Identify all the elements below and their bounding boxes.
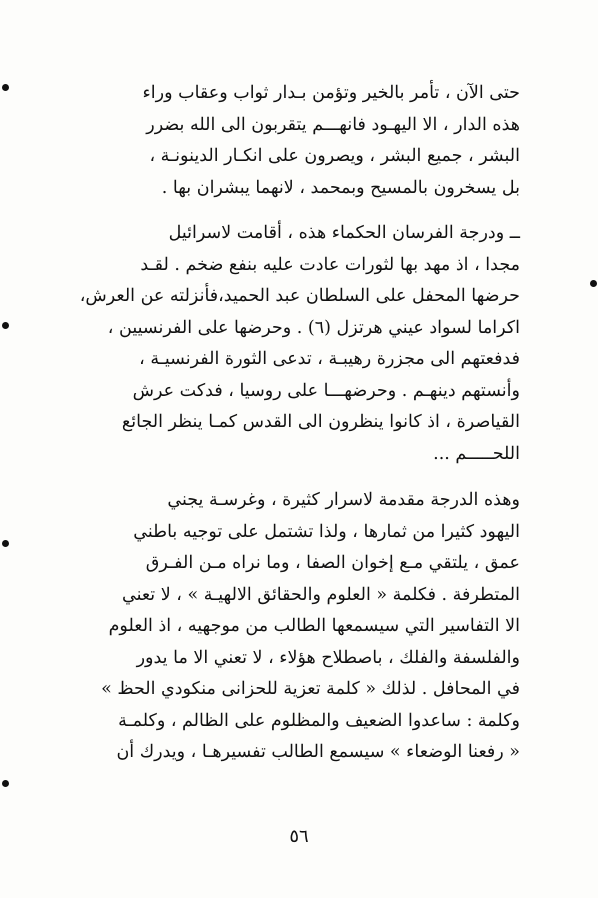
margin-mark: [590, 280, 597, 287]
text-line: في المحافل . لذلك « كلمة تعزية للحزانى منكودي الحظ »: [101, 679, 520, 699]
page-number: ٥٦: [289, 826, 309, 847]
text-line: حتى الآن ، تأمر بالخير وتؤمن بـدار ثواب وعقاب وراء: [142, 83, 520, 103]
text-line: هذه الدار ، الا اليهـود فانهـــم يتقربون الى الله بضرر: [146, 114, 520, 135]
text-line: المتطرفة . فكلمة « العلوم والحقائق الالهيـة » ، لا تعني: [121, 584, 520, 605]
text-line: البشر ، جميع البشر ، ويصرون على انكـار الدينونـة ،: [149, 146, 520, 166]
paragraph-2: [78, 218, 520, 470]
paragraph-body: [78, 485, 520, 769]
text-line: عمق ، يلتقي مـع إخوان الصفا ، وما نراه مـن الفـرق: [145, 553, 520, 573]
text-line: وأنستهم دينهـم . وحرضهـــا على روسيا ، فدكت عرش: [132, 380, 520, 401]
margin-mark: [2, 780, 9, 787]
text-line: وهذه الدرجة مقدمة لاسرار كثيرة ، وغرسـة يجني: [167, 490, 520, 510]
text-line: وكلمة : ساعدوا الضعيف والمظلوم على الظالم ، وكلمـة: [118, 710, 520, 731]
text-line: « رفعنا الوضعاء » سيسمع الطالب تفسيرهـا ، ويدرك أن: [116, 742, 520, 762]
margin-mark: [2, 322, 9, 329]
text-line: ــ ودرجة الفرسان الحكماء هذه ، أقامت لاسرائيل: [168, 223, 520, 243]
text-line: حرضها المحفل على السلطان عبد الحميد،فأنزلته عن العرش،: [79, 286, 520, 306]
paragraph-body: [78, 218, 520, 470]
margin-mark: [2, 84, 9, 91]
text-line: اللحـــــم ...: [433, 443, 520, 464]
text-line: الا التفاسير التي سيسمعها الطالب من موجهيه ، اذ العلوم: [108, 616, 520, 636]
text-line: مجدا ، اذ مهد بها لثورات عادت عليه بنفع ضخم . لقـد: [140, 254, 520, 275]
paragraph-3: [78, 485, 520, 769]
text-line: القياصرة ، اذ كانوا ينظرون الى القدس كمـا ينظر الجائع: [121, 412, 520, 432]
margin-mark: [2, 540, 9, 547]
paragraph-body: [78, 78, 520, 204]
text-line: اكراما لسواد عيني هرتزل (٦) . وحرضها على الفرنسيين ،: [107, 317, 520, 338]
text-line: فدفعتهم الى مجزرة رهيبـة ، تدعى الثورة الفرنسيـة ،: [139, 349, 520, 369]
paragraph-1: [78, 78, 520, 204]
text-line: اليهود كثيرا من ثمارها ، ولذا تشتمل على توجيه باطني: [133, 521, 520, 542]
text-line: بل يسخرون بالمسيح وبمحمد ، لانهما يبشران بها .: [161, 177, 520, 198]
text-line: والفلسفة والفلك ، باصطلاح هؤلاء ، لا تعني الا ما يدور: [136, 647, 520, 668]
